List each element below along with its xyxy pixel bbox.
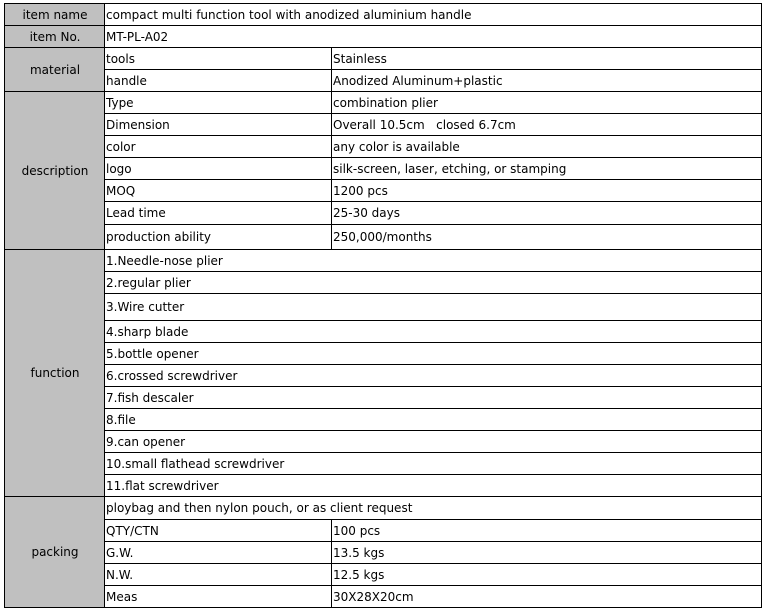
description-value: 250,000/months [332, 225, 762, 250]
description-label: description [5, 92, 105, 250]
packing-key: QTY/CTN [105, 520, 332, 542]
description-row [5, 92, 762, 114]
packing-row [5, 586, 762, 608]
description-key: color [105, 136, 332, 158]
function-item: 7.fish descaler [105, 387, 762, 409]
material-value: Stainless [332, 48, 762, 70]
function-item: 8.file [105, 409, 762, 431]
function-row [5, 321, 762, 343]
description-row [5, 225, 762, 250]
function-item: 10.small flathead screwdriver [105, 453, 762, 475]
packing-row [5, 520, 762, 542]
packing-value: 13.5 kgs [332, 542, 762, 564]
function-row [5, 250, 762, 272]
description-value: any color is available [332, 136, 762, 158]
item-name-label: item name [5, 4, 105, 26]
packing-key: N.W. [105, 564, 332, 586]
packing-value: 100 pcs [332, 520, 762, 542]
function-item: 5.bottle opener [105, 343, 762, 365]
description-key: MOQ [105, 180, 332, 202]
item-no-label: item No. [5, 26, 105, 48]
material-row [5, 48, 762, 70]
description-value: silk-screen, laser, etching, or stamping [332, 158, 762, 180]
description-row [5, 114, 762, 136]
function-item: 3.Wire cutter [105, 294, 762, 321]
function-item: 1.Needle-nose plier [105, 250, 762, 272]
description-row [5, 136, 762, 158]
function-label: function [5, 250, 105, 497]
function-item: 11.flat screwdriver [105, 475, 762, 497]
description-value: Overall 10.5cm closed 6.7cm [332, 114, 762, 136]
description-row [5, 202, 762, 225]
packing-note: ploybag and then nylon pouch, or as client request [105, 497, 762, 520]
description-row [5, 180, 762, 202]
description-key: Dimension [105, 114, 332, 136]
item-name-value: compact multi function tool with anodized aluminium handle [105, 4, 762, 26]
item-name-row [5, 4, 762, 26]
function-row [5, 294, 762, 321]
material-row [5, 70, 762, 92]
product-spec-table [4, 3, 762, 608]
description-value: 25-30 days [332, 202, 762, 225]
description-key: Lead time [105, 202, 332, 225]
function-row [5, 409, 762, 431]
material-label: material [5, 48, 105, 92]
function-row [5, 475, 762, 497]
function-row [5, 365, 762, 387]
material-value: Anodized Aluminum+plastic [332, 70, 762, 92]
description-row [5, 158, 762, 180]
function-item: 4.sharp blade [105, 321, 762, 343]
packing-value: 30X28X20cm [332, 586, 762, 608]
function-row [5, 453, 762, 475]
packing-key: Meas [105, 586, 332, 608]
function-item: 9.can opener [105, 431, 762, 453]
packing-value: 12.5 kgs [332, 564, 762, 586]
packing-label: packing [5, 497, 105, 608]
description-key: logo [105, 158, 332, 180]
function-row [5, 343, 762, 365]
description-value: combination plier [332, 92, 762, 114]
function-row [5, 387, 762, 409]
packing-key: G.W. [105, 542, 332, 564]
function-item: 2.regular plier [105, 272, 762, 294]
function-row [5, 272, 762, 294]
description-key: Type [105, 92, 332, 114]
material-key: tools [105, 48, 332, 70]
function-item: 6.crossed screwdriver [105, 365, 762, 387]
item-no-value: MT-PL-A02 [105, 26, 762, 48]
description-key: production ability [105, 225, 332, 250]
packing-row [5, 564, 762, 586]
description-value: 1200 pcs [332, 180, 762, 202]
packing-row [5, 497, 762, 520]
packing-row [5, 542, 762, 564]
material-key: handle [105, 70, 332, 92]
function-row [5, 431, 762, 453]
item-no-row [5, 26, 762, 48]
